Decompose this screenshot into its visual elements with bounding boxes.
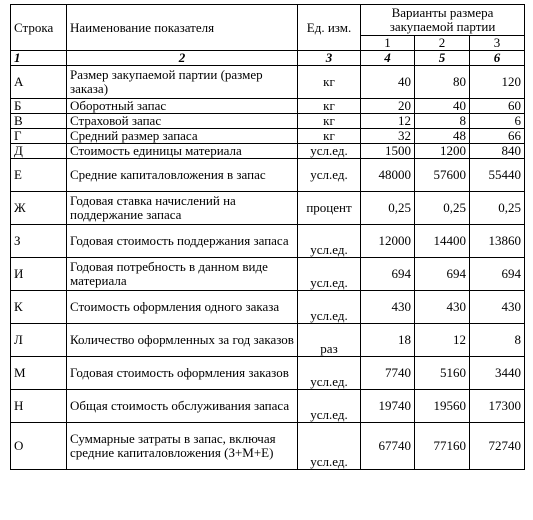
- row-value-1: 12: [361, 114, 415, 129]
- row-name: Количество оформленных за год заказов: [67, 324, 298, 357]
- column-number: 6: [470, 51, 525, 66]
- row-value-1: 18: [361, 324, 415, 357]
- row-value-3: 6: [470, 114, 525, 129]
- column-number: 2: [67, 51, 298, 66]
- row-code: Г: [11, 129, 67, 144]
- header-row-code: Строка: [11, 5, 67, 51]
- row-unit: кг: [298, 66, 361, 99]
- header-unit: Ед. изм.: [298, 5, 361, 51]
- row-value-1: 0,25: [361, 192, 415, 225]
- table-row: [11, 324, 525, 357]
- header-variant-1: 1: [361, 36, 415, 51]
- row-name: Средние капиталовложения в запас: [67, 159, 298, 192]
- header-indicator-name: Наименование показателя: [67, 5, 298, 51]
- row-unit: усл.ед.: [298, 291, 361, 324]
- header-variants: Варианты размера закупаемой партии: [361, 5, 525, 36]
- column-number: 1: [11, 51, 67, 66]
- row-name: Общая стоимость обслуживания запаса: [67, 390, 298, 423]
- row-value-2: 430: [415, 291, 470, 324]
- table-row: [11, 66, 525, 99]
- table-row: [11, 423, 525, 470]
- row-value-1: 67740: [361, 423, 415, 470]
- row-value-1: 32: [361, 129, 415, 144]
- row-name: Стоимость единицы материала: [67, 144, 298, 159]
- row-unit: усл.ед.: [298, 225, 361, 258]
- row-code: Л: [11, 324, 67, 357]
- row-code: В: [11, 114, 67, 129]
- row-value-1: 7740: [361, 357, 415, 390]
- row-unit: усл.ед.: [298, 159, 361, 192]
- row-value-1: 430: [361, 291, 415, 324]
- row-value-2: 80: [415, 66, 470, 99]
- row-value-3: 60: [470, 99, 525, 114]
- table-row: [11, 159, 525, 192]
- row-name: Размер закупаемой партии (размер заказа): [67, 66, 298, 99]
- row-value-3: 694: [470, 258, 525, 291]
- row-value-1: 1500: [361, 144, 415, 159]
- row-value-3: 3440: [470, 357, 525, 390]
- row-name: Суммарные затраты в запас, включая средние капиталовложения (З+М+Е): [67, 423, 298, 470]
- row-unit: усл.ед.: [298, 357, 361, 390]
- row-unit: кг: [298, 99, 361, 114]
- row-name: Оборотный запас: [67, 99, 298, 114]
- row-name: Годовая стоимость поддержания запаса: [67, 225, 298, 258]
- row-value-2: 14400: [415, 225, 470, 258]
- row-unit: процент: [298, 192, 361, 225]
- row-value-3: 8: [470, 324, 525, 357]
- row-value-2: 77160: [415, 423, 470, 470]
- row-code: Е: [11, 159, 67, 192]
- document-page: [10, 4, 525, 470]
- row-value-1: 12000: [361, 225, 415, 258]
- row-value-3: 66: [470, 129, 525, 144]
- table-row: [11, 291, 525, 324]
- row-code: З: [11, 225, 67, 258]
- row-unit: усл.ед.: [298, 258, 361, 291]
- row-name: Страховой запас: [67, 114, 298, 129]
- row-name: Стоимость оформления одного заказа: [67, 291, 298, 324]
- table-row: [11, 357, 525, 390]
- row-value-2: 694: [415, 258, 470, 291]
- row-value-3: 0,25: [470, 192, 525, 225]
- row-code: Б: [11, 99, 67, 114]
- row-value-3: 13860: [470, 225, 525, 258]
- row-value-2: 1200: [415, 144, 470, 159]
- table-row: [11, 258, 525, 291]
- row-unit: усл.ед.: [298, 390, 361, 423]
- row-code: А: [11, 66, 67, 99]
- row-unit: кг: [298, 114, 361, 129]
- row-value-2: 40: [415, 99, 470, 114]
- row-value-2: 5160: [415, 357, 470, 390]
- row-unit: усл.ед.: [298, 423, 361, 470]
- row-code: Д: [11, 144, 67, 159]
- row-value-2: 12: [415, 324, 470, 357]
- table-row: [11, 225, 525, 258]
- table-row: [11, 114, 525, 129]
- row-value-3: 840: [470, 144, 525, 159]
- column-number: 3: [298, 51, 361, 66]
- table-row: [11, 390, 525, 423]
- row-value-1: 19740: [361, 390, 415, 423]
- row-unit: усл.ед.: [298, 144, 361, 159]
- header-variant-2: 2: [415, 36, 470, 51]
- row-value-3: 55440: [470, 159, 525, 192]
- row-value-1: 20: [361, 99, 415, 114]
- row-code: К: [11, 291, 67, 324]
- column-number: 4: [361, 51, 415, 66]
- row-name: Годовая стоимость оформления заказов: [67, 357, 298, 390]
- row-value-1: 40: [361, 66, 415, 99]
- row-value-3: 17300: [470, 390, 525, 423]
- row-value-1: 694: [361, 258, 415, 291]
- row-code: О: [11, 423, 67, 470]
- row-code: М: [11, 357, 67, 390]
- row-value-3: 430: [470, 291, 525, 324]
- row-value-2: 57600: [415, 159, 470, 192]
- row-value-3: 120: [470, 66, 525, 99]
- header-variant-3: 3: [470, 36, 525, 51]
- row-unit: кг: [298, 129, 361, 144]
- row-code: И: [11, 258, 67, 291]
- inventory-cost-table: [10, 4, 525, 470]
- row-code: Ж: [11, 192, 67, 225]
- row-value-2: 8: [415, 114, 470, 129]
- column-number: 5: [415, 51, 470, 66]
- row-value-2: 19560: [415, 390, 470, 423]
- table-row: [11, 144, 525, 159]
- row-name: Годовая ставка начислений на поддержание запаса: [67, 192, 298, 225]
- row-code: Н: [11, 390, 67, 423]
- row-value-1: 48000: [361, 159, 415, 192]
- row-value-3: 72740: [470, 423, 525, 470]
- row-value-2: 48: [415, 129, 470, 144]
- table-row: [11, 129, 525, 144]
- row-name: Средний размер запаса: [67, 129, 298, 144]
- row-value-2: 0,25: [415, 192, 470, 225]
- row-unit: раз: [298, 324, 361, 357]
- row-name: Годовая потребность в данном виде материала: [67, 258, 298, 291]
- table-row: [11, 99, 525, 114]
- table-row: [11, 192, 525, 225]
